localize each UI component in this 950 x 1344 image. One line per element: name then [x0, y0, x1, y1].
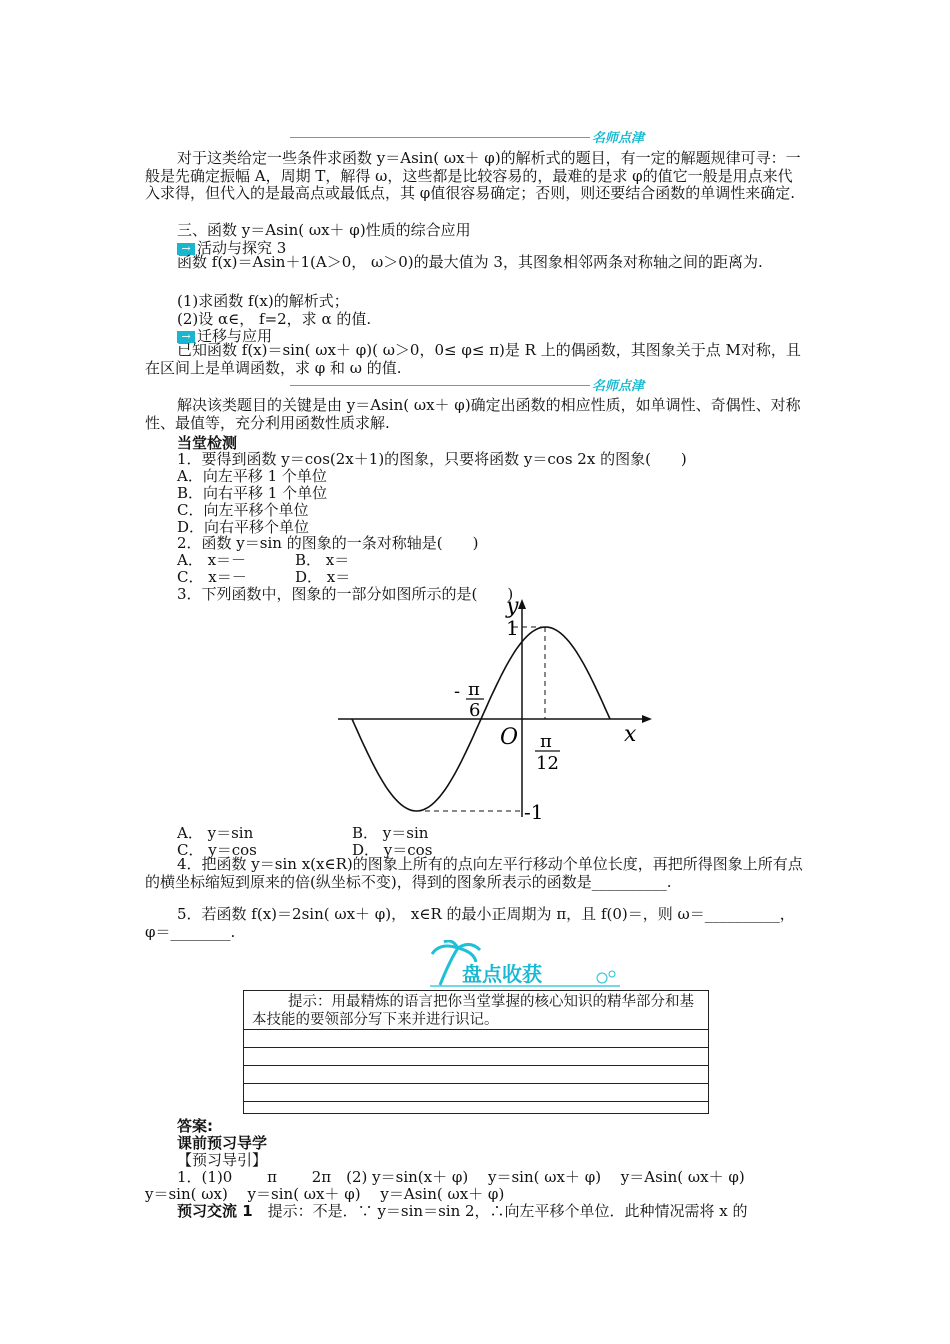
question-4: 4．把函数 y＝sin x(x∈R)的图象上所有的点向左平行移动个单位长度，再把所得图象上所有点的横坐标缩短到原来的倍(纵坐标不变)，得到的图象所表示的函数是__________. [145, 855, 803, 891]
y-axis-arrow [518, 599, 526, 609]
writing-line [244, 1065, 708, 1066]
summary-hint: 提示：用最精炼的语言把你当堂掌握的核心知识的精华部分和基本技能的要领部分写下来并进行识记。 [252, 994, 694, 1028]
activity-label: 活动与探究 3 [197, 239, 287, 257]
q3-option-d: D． y＝cos [352, 841, 433, 859]
writing-line [244, 1047, 708, 1048]
tip-paragraph-1: 对于这类给定一些条件求函数 y＝Asin( ωx＋ φ)的解析式的题目，有一定的解题规律可寻：一般是先确定振幅 A，周期 T，解得 ω，这些都是比较容易的，最难的是求 φ的值它一般是用点来代入求得，但代入的是最高点或最低点，其 φ值很容易确定；否则，则还要结合函数的单调性来确定. [145, 149, 801, 202]
summary-box [243, 990, 709, 1114]
header-label: 名师点津 [592, 379, 645, 394]
preview-guide: 【预习导引】 [177, 1151, 268, 1169]
x-axis-label: x [624, 722, 637, 747]
origin-label: O [500, 725, 519, 750]
x-axis-arrow [642, 715, 652, 723]
summary-header [430, 940, 630, 990]
arrow-icon: → [177, 331, 195, 343]
answer-1-cont: y＝sin( ωx) y＝sin( ωx＋ φ) y＝Asin( ωx＋ φ) [145, 1185, 505, 1203]
header-rule [290, 137, 590, 138]
q2-option-d: D． x＝ [295, 568, 351, 586]
neg-pi6-sign: - [454, 681, 461, 702]
q2-option-c: C． x＝－ [177, 568, 247, 586]
neg-pi6-den: 6 [469, 700, 481, 721]
transfer-label: 迁移与应用 [197, 327, 273, 345]
activity-question-1: (1)求函数 f(x)的解析式； [177, 292, 349, 310]
q3-option-a: A． y＝sin [177, 824, 254, 842]
writing-line [244, 1101, 708, 1102]
q1-option-a: A．向左平移 1 个单位 [177, 467, 327, 485]
q2-option-a: A． x＝－ [177, 551, 247, 569]
activity-question-2: (2)设 α∈， f=2，求 α 的值. [177, 310, 372, 328]
preview-exchange [177, 1200, 748, 1221]
header-rule [290, 385, 590, 386]
tick-label-neg1: -1 [524, 800, 544, 824]
question-2: 2．函数 y＝sin 的图象的一条对称轴是( ) [177, 534, 479, 552]
pi12-num: π [540, 731, 552, 752]
question-5: 5．若函数 f(x)＝2sin( ωx＋ φ)， x∈R 的最小正周期为 π，且 f(0)＝，则 ω＝__________， φ＝________. [145, 905, 795, 941]
q3-option-b: B． y＝sin [352, 824, 429, 842]
q3-option-c: C． y＝cos [177, 841, 257, 859]
answers-title: 答案: [177, 1117, 213, 1135]
transfer-text: 已知函数 f(x)＝sin( ωx＋ φ)( ω＞0，0≤ φ≤ π)是 R 上的偶函数，其图象关于点 M对称，且在区间上是单调函数，求 φ 和 ω 的值. [145, 341, 801, 377]
section-heading-3: 三、函数 y＝Asin( ωx＋ φ)性质的综合应用 [177, 221, 471, 239]
question-1: 1．要得到函数 y＝cos(2x＋1)的图象，只要将函数 y＝cos 2x 的图象( ) [177, 450, 687, 468]
sine-graph [330, 595, 660, 825]
q1-option-c: C．向左平移个单位 [177, 501, 309, 519]
answer-1: 1．(1)0 π 2π (2) y＝sin(x＋ φ) y＝sin( ωx＋ φ) y＝Asin( ωx＋ φ) [177, 1168, 745, 1186]
activity-text: 函数 f(x)＝Asin＋1(A＞0， ω＞0)的最大值为 3，其图象相邻两条对称轴之间的距离为. [177, 253, 763, 271]
writing-line [244, 1083, 708, 1084]
preview-title: 课前预习导学 [177, 1134, 268, 1152]
neg-pi6-num: π [468, 679, 480, 700]
tip-header-1 [290, 130, 700, 144]
writing-line [244, 1029, 708, 1030]
preview-exchange-label: 预习交流 1 [177, 1202, 253, 1220]
tick-label-1: 1 [506, 616, 519, 640]
header-label: 名师点津 [592, 131, 645, 146]
check-title: 当堂检测 [177, 434, 238, 452]
tip-header-2 [290, 378, 700, 392]
q1-option-d: D．向右平移个单位 [177, 518, 310, 536]
tip-paragraph-2: 解决该类题目的关键是由 y＝Asin( ωx＋ φ)确定出函数的相应性质，如单调性、奇偶性、对称性、最值等，充分利用函数性质求解. [145, 396, 801, 432]
y-axis-label: y [506, 595, 519, 619]
summary-title: 盘点收获 [462, 962, 542, 986]
q1-option-b: B．向右平移 1 个单位 [177, 484, 328, 502]
preview-exchange-text: 提示：不是．∵ y＝sin＝sin 2，∴向左平移个单位．此种情况需将 x 的 [252, 1202, 748, 1220]
pi12-den: 12 [536, 753, 559, 774]
arrow-icon: → [177, 243, 195, 255]
q2-option-b: B． x＝ [295, 551, 350, 569]
question-3: 3．下列函数中，图象的一部分如图所示的是( ) [177, 585, 514, 603]
